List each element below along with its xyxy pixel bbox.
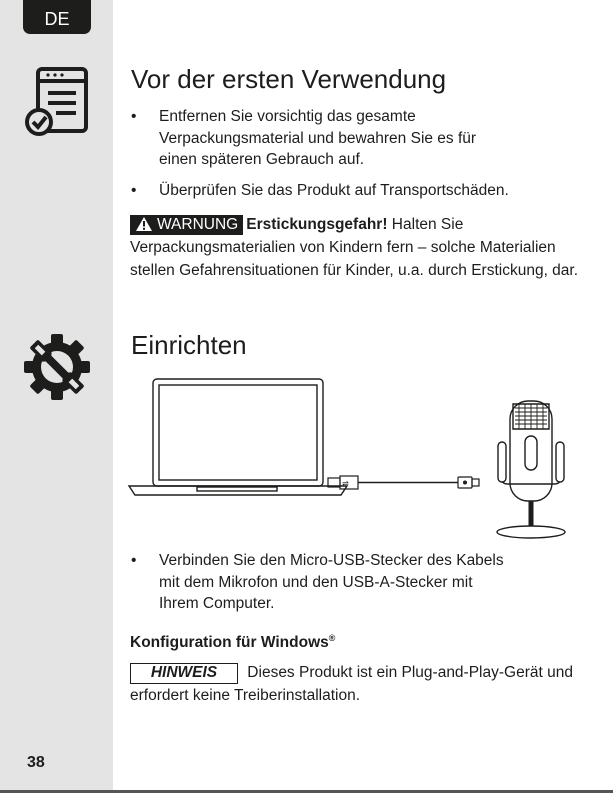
section-title-first-use: Vor der ersten Verwendung: [131, 64, 447, 94]
subheading-windows: Konfiguration für Windows®: [130, 633, 336, 652]
warning-badge: WARNUNG: [130, 215, 243, 235]
section-title-setup: Einrichten: [131, 330, 247, 360]
gear-wrench-icon: [22, 332, 92, 402]
page-number: 38: [27, 754, 45, 771]
usb-cable: [328, 476, 479, 489]
language-tab: DE: [23, 0, 91, 34]
warning-triangle-icon: [136, 217, 152, 231]
warning-bold: Erstickungsgefahr!: [246, 216, 388, 233]
microphone: [497, 401, 565, 538]
note-paragraph: [130, 661, 585, 707]
laptop: [129, 379, 347, 495]
note-text: Dieses Produkt ist ein Plug-and-Play-Gerät und erfordert keine Treiberinstallation.: [130, 664, 573, 704]
warning-paragraph: [130, 213, 585, 282]
setup-illustration: [127, 374, 567, 544]
svg-text:⇌: ⇌: [342, 479, 349, 488]
note-badge: HINWEIS: [130, 663, 238, 684]
warning-text: Halten Sie Verpackungsmaterialien von Kindern fern – solche Materialien stellen Gefahrensituationen für Kinder, u.a. durch Erstickung, dar.: [130, 216, 579, 279]
sidebar: [0, 0, 113, 793]
checklist-icon: [24, 66, 92, 138]
